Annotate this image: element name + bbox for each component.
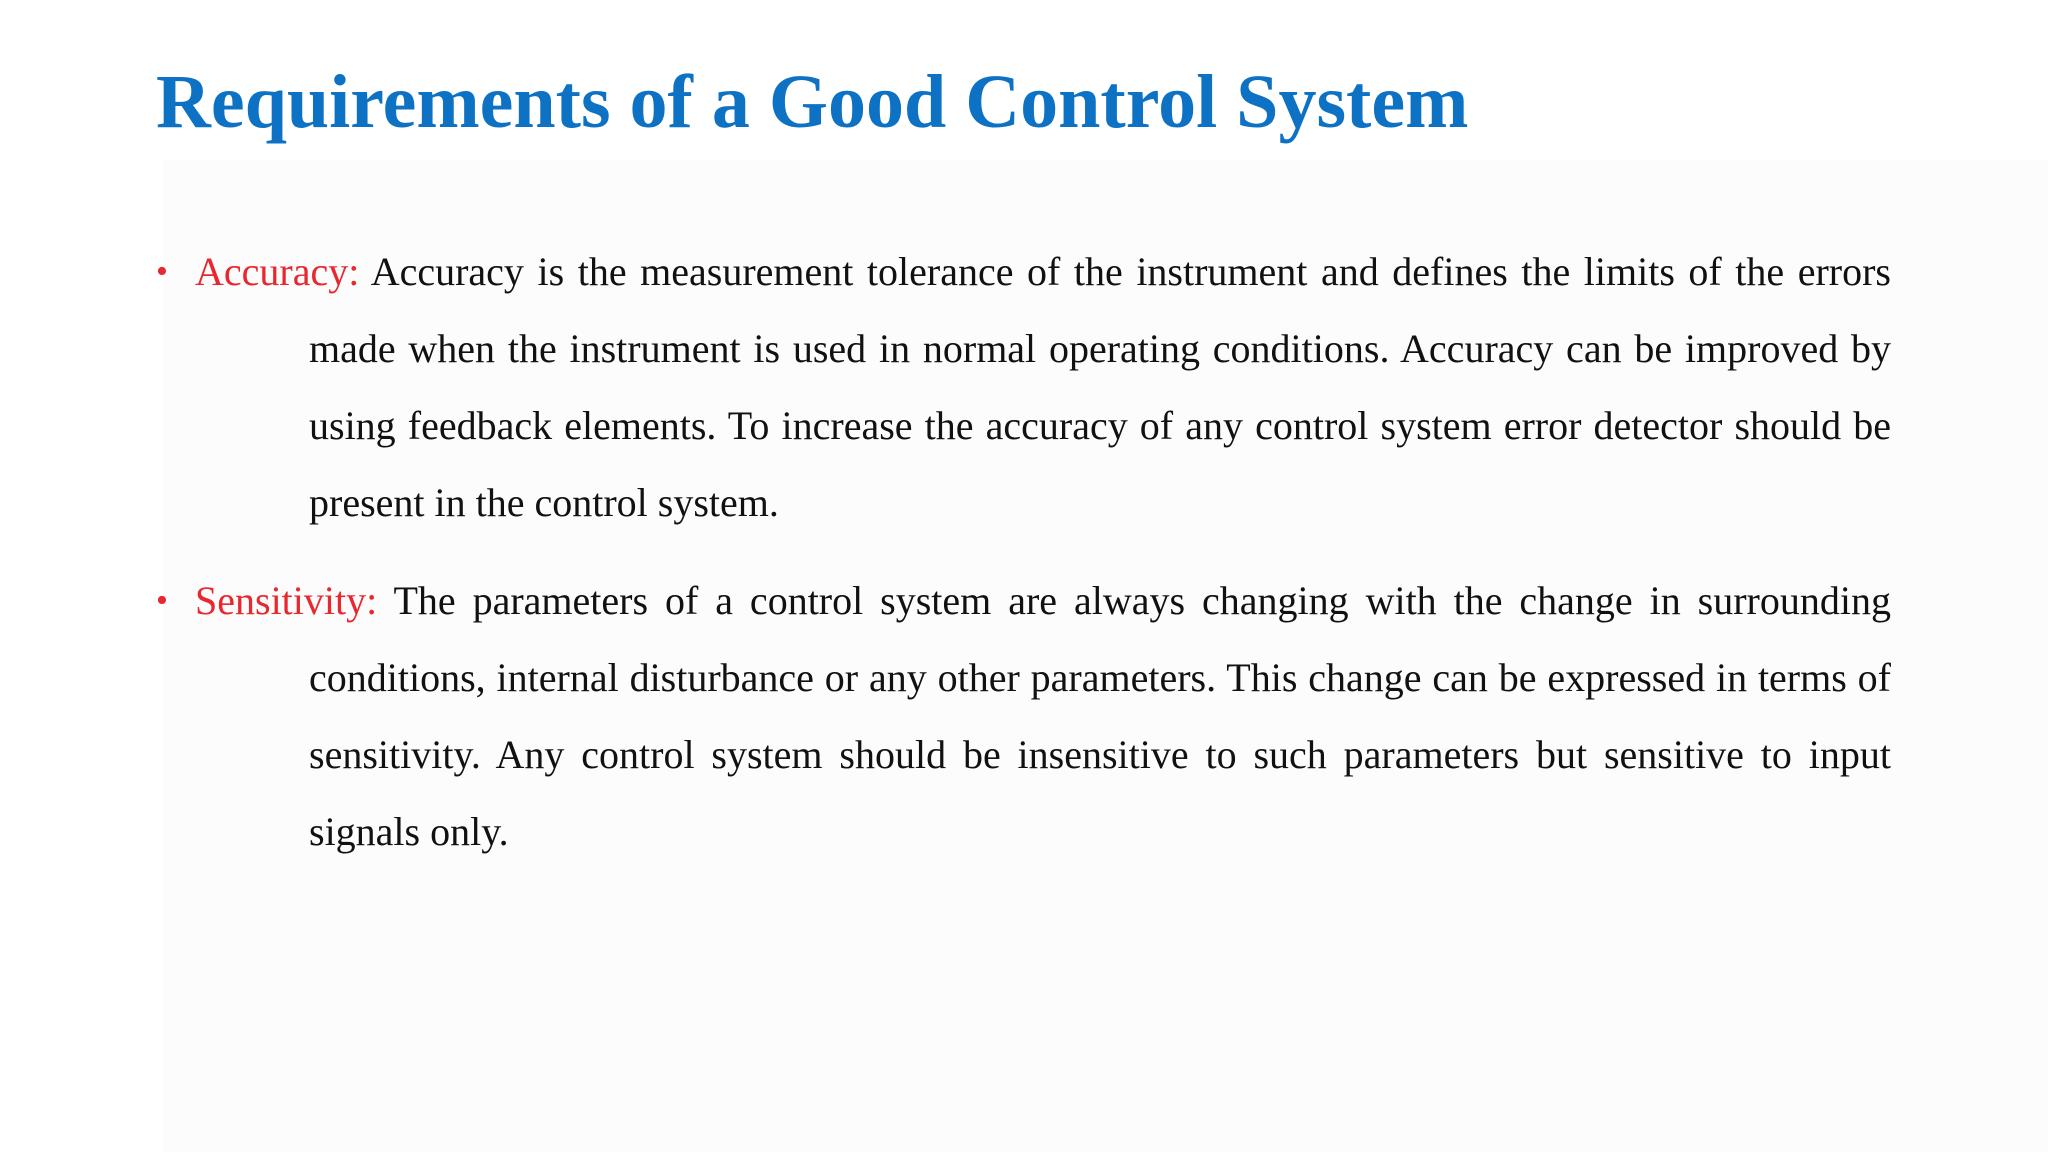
bullet-sensitivity-term: Sensitivity:	[195, 578, 378, 623]
bullet-sensitivity-body	[195, 562, 1891, 870]
bullet-accuracy	[156, 233, 1891, 541]
bullet-accuracy-term: Accuracy:	[195, 249, 360, 294]
bullet-dot-icon: •	[156, 582, 168, 619]
slide-title: Requirements of a Good Control System	[156, 60, 1469, 144]
bullet-accuracy-body	[195, 233, 1892, 541]
bullet-dot-icon: •	[156, 253, 168, 290]
bullet-sensitivity	[156, 562, 1891, 870]
bullet-sensitivity-text: The parameters of a control system are always changing with the change in surrounding conditions, internal disturbance or any other parameters. This change can be expressed in terms of sensitivity. Any control system should be insensitive to such parameters but sensitive to input signals only.	[309, 578, 1891, 854]
bullet-accuracy-text: Accuracy is the measurement tolerance of the instrument and defines the limits of the errors made when the instrument is used in normal operating conditions. Accuracy can be improved by using feedback elements. To increase the accuracy of any control system error detector should be present in the control system.	[309, 249, 1892, 525]
bullet-list	[156, 233, 1891, 891]
